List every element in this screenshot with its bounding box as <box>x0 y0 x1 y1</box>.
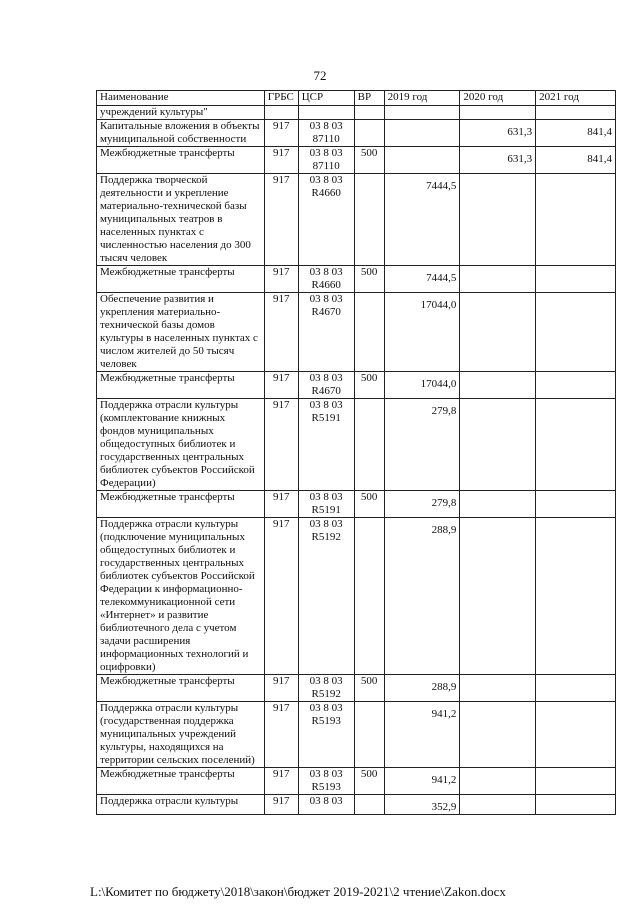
cell-grbs: 917 <box>264 293 298 372</box>
cell-2021 <box>536 174 616 266</box>
table-row <box>97 372 616 399</box>
cell-2019 <box>384 702 460 768</box>
header-name: Наименование <box>97 91 265 106</box>
table-row <box>97 174 616 266</box>
cell-name: Поддержка отрасли культуры (подключение муниципальных общедоступных библиотек и государственных центральных библиотек субъектов Российской Федерации к информационно-телекоммуникационной сети «Интернет» и развитие библиотечного дела с учетом задачи расширения информационных технологий и оцифровки) <box>97 518 265 675</box>
cell-name: Обеспечение развития и укрепления материально-технической базы домов культуры в населенных пунктах с числом жителей до 50 тысяч человек <box>97 293 265 372</box>
amount-value: 288,9 <box>431 681 457 693</box>
cell-2021 <box>536 702 616 768</box>
cell-2019 <box>384 399 460 491</box>
cell-2019 <box>384 768 460 795</box>
table-row <box>97 491 616 518</box>
header-csr: ЦСР <box>298 91 354 106</box>
cell-2021 <box>536 147 616 174</box>
table-row <box>97 266 616 293</box>
cell-vr: 500 <box>354 768 384 795</box>
cell-csr: 03 8 03 R5193 <box>298 702 354 768</box>
cell-2020 <box>460 491 536 518</box>
header-2020: 2020 год <box>460 91 536 106</box>
amount-value: 352,9 <box>431 801 457 813</box>
cell-2021 <box>536 491 616 518</box>
page-number: 72 <box>313 68 327 83</box>
cell-2020 <box>460 147 536 174</box>
header-2021: 2021 год <box>536 91 616 106</box>
cell-csr: 03 8 03 <box>298 795 354 815</box>
cell-name: Поддержка творческой деятельности и укрепление материально-технической базы муниципальных театров в населенных пунктах с численностью населения до 300 тысяч человек <box>97 174 265 266</box>
cell-2019 <box>384 795 460 815</box>
cell-2021 <box>536 795 616 815</box>
amount-value: 17044,0 <box>420 378 457 390</box>
cell-csr: 03 8 03 R5192 <box>298 518 354 675</box>
amount-value: 841,4 <box>587 126 612 138</box>
cell-name: Межбюджетные трансферты <box>97 266 265 293</box>
cell-2020 <box>460 120 536 147</box>
cell-2019 <box>384 174 460 266</box>
cell-name: Межбюджетные трансферты <box>97 372 265 399</box>
cell-2020 <box>460 675 536 702</box>
cell-name: Межбюджетные трансферты <box>97 147 265 174</box>
cell-2020 <box>460 795 536 815</box>
header-grbs: ГРБС <box>264 91 298 106</box>
table-row <box>97 518 616 675</box>
amount-value: 941,2 <box>431 774 457 786</box>
table-row <box>97 702 616 768</box>
cell-vr: 500 <box>354 372 384 399</box>
table-row <box>97 399 616 491</box>
amount-value: 17044,0 <box>420 299 457 311</box>
table-header-row <box>97 91 616 106</box>
table-row <box>97 768 616 795</box>
cell-vr: 500 <box>354 266 384 293</box>
cell-vr <box>354 702 384 768</box>
table-row <box>97 795 616 815</box>
cell-2021 <box>536 399 616 491</box>
cell-name: Капитальные вложения в объекты муниципальной собственности <box>97 120 265 147</box>
amount-value: 279,8 <box>431 497 457 509</box>
amount-value: 631,3 <box>507 153 533 165</box>
cell-csr: 03 8 03 R5192 <box>298 675 354 702</box>
header-2019: 2019 год <box>384 91 460 106</box>
cell-grbs: 917 <box>264 372 298 399</box>
cell-vr <box>354 399 384 491</box>
amount-value: 841,4 <box>587 153 612 165</box>
cell-csr: 03 8 03 R4670 <box>298 372 354 399</box>
cell-2021 <box>536 768 616 795</box>
cell-2020 <box>460 702 536 768</box>
cell-2021 <box>536 266 616 293</box>
cell-2019 <box>384 266 460 293</box>
cell-csr: 03 8 03 R4660 <box>298 174 354 266</box>
amount-value: 631,3 <box>507 126 533 138</box>
cell-name: Межбюджетные трансферты <box>97 491 265 518</box>
budget-table <box>96 90 616 815</box>
cell-vr <box>354 174 384 266</box>
table-row <box>97 293 616 372</box>
file-path-footer: L:\Комитет по бюджету\2018\закон\бюджет 2019-2021\2 чтение\Zakon.docx <box>90 884 506 899</box>
cell-grbs: 917 <box>264 266 298 293</box>
table-row <box>97 147 616 174</box>
cell-vr <box>354 293 384 372</box>
cell-2020 <box>460 518 536 675</box>
cell-2021 <box>536 120 616 147</box>
table-row <box>97 120 616 147</box>
cell-2020 <box>460 174 536 266</box>
cell-2020 <box>460 768 536 795</box>
cell-grbs: 917 <box>264 147 298 174</box>
cell-2019 <box>384 518 460 675</box>
cell-2019 <box>384 293 460 372</box>
carryover-text: учреждений культуры" <box>97 106 265 120</box>
cell-csr: 03 8 03 R5193 <box>298 768 354 795</box>
cell-2021 <box>536 293 616 372</box>
header-vr: ВР <box>354 91 384 106</box>
amount-value: 941,2 <box>431 708 457 720</box>
cell-vr: 500 <box>354 675 384 702</box>
cell-vr <box>354 795 384 815</box>
cell-2020 <box>460 372 536 399</box>
cell-grbs: 917 <box>264 702 298 768</box>
cell-vr <box>354 518 384 675</box>
cell-grbs: 917 <box>264 120 298 147</box>
table-row <box>97 675 616 702</box>
amount-value: 7444,5 <box>426 272 457 284</box>
cell-grbs: 917 <box>264 491 298 518</box>
cell-csr: 03 8 03 87110 <box>298 120 354 147</box>
cell-grbs: 917 <box>264 768 298 795</box>
cell-name: Поддержка отрасли культуры (комплектование книжных фондов муниципальных общедоступных библиотек и государственных центральных библиотек субъектов Российской Федерации) <box>97 399 265 491</box>
cell-csr: 03 8 03 R4670 <box>298 293 354 372</box>
cell-grbs: 917 <box>264 174 298 266</box>
cell-grbs: 917 <box>264 675 298 702</box>
cell-2021 <box>536 675 616 702</box>
cell-2021 <box>536 518 616 675</box>
cell-csr: 03 8 03 R4660 <box>298 266 354 293</box>
amount-value: 288,9 <box>431 524 457 536</box>
amount-value: 279,8 <box>431 405 457 417</box>
cell-2019 <box>384 491 460 518</box>
cell-2019 <box>384 120 460 147</box>
cell-name: Поддержка отрасли культуры (государственная поддержка муниципальных учреждений культуры, находящихся на территории сельских поселений) <box>97 702 265 768</box>
cell-csr: 03 8 03 R5191 <box>298 491 354 518</box>
cell-2021 <box>536 372 616 399</box>
cell-grbs: 917 <box>264 518 298 675</box>
cell-vr: 500 <box>354 147 384 174</box>
cell-name: Межбюджетные трансферты <box>97 675 265 702</box>
cell-name: Поддержка отрасли культуры <box>97 795 265 815</box>
cell-2019 <box>384 372 460 399</box>
cell-vr <box>354 120 384 147</box>
cell-2019 <box>384 147 460 174</box>
cell-2020 <box>460 399 536 491</box>
cell-grbs: 917 <box>264 795 298 815</box>
cell-grbs: 917 <box>264 399 298 491</box>
cell-csr: 03 8 03 R5191 <box>298 399 354 491</box>
cell-2019 <box>384 675 460 702</box>
cell-2020 <box>460 266 536 293</box>
amount-value: 7444,5 <box>426 180 457 192</box>
cell-name: Межбюджетные трансферты <box>97 768 265 795</box>
carryover-row <box>97 106 616 120</box>
cell-csr: 03 8 03 87110 <box>298 147 354 174</box>
cell-2020 <box>460 293 536 372</box>
cell-vr: 500 <box>354 491 384 518</box>
